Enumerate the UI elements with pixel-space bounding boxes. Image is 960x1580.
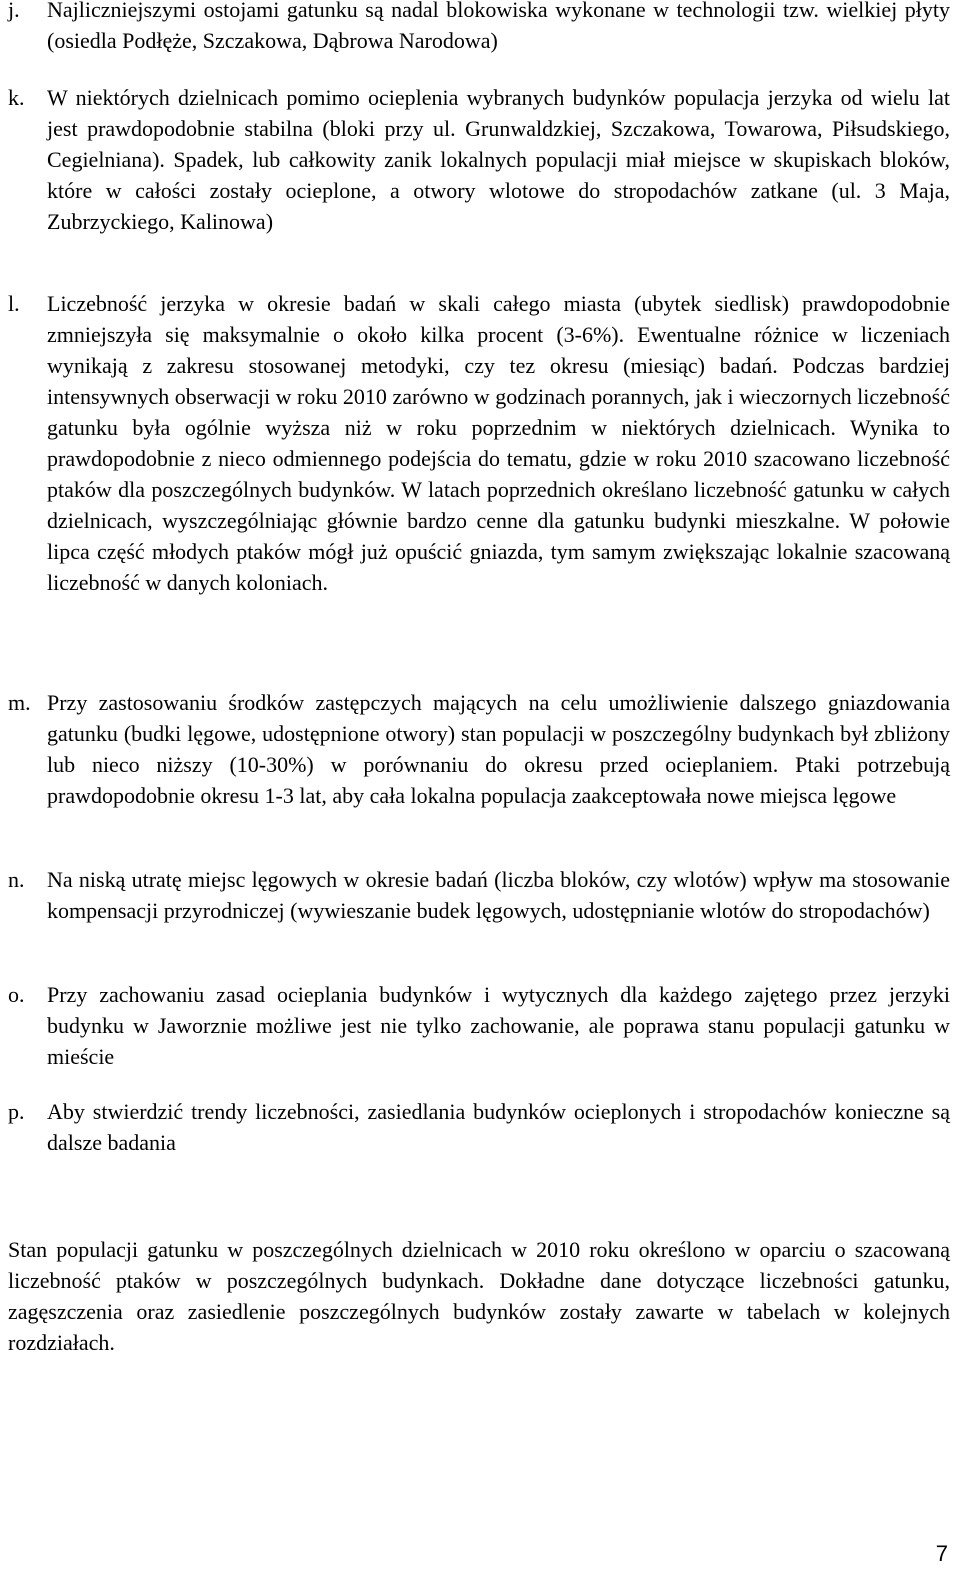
list-item-text: Najliczniejszymi ostojami gatunku są nadal blokowiska wykonane w technologii tzw. wielkiej płyty (osiedla Podłęże, Szczakowa, Dąbrowa Narodowa) bbox=[47, 0, 950, 53]
list-item-text: Przy zastosowaniu środków zastępczych mających na celu umożliwienie dalszego gniazdowania gatunku (budki lęgowe, udostępnione otwory) stan populacji w poszczególny budynkach był zbliżony lub nieco niższy (10-30%) w porównaniu do okresu przed ocieplaniem. Ptaki potrzebują prawdopodobnie okresu 1-3 lat, aby cała lokalna populacja zaakceptowała nowe miejsca lęgowe bbox=[47, 690, 950, 808]
list-item-text: Liczebność jerzyka w okresie badań w skali całego miasta (ubytek siedlisk) prawdopodobnie zmniejszyła się maksymalnie o około kilka procent (3-6%). Ewentualne różnice w liczeniach wynikają z zakresu stosowanej metodyki, czy tez okresu (miesiąc) badań. Podczas bardziej intensywnych obserwacji w roku 2010 zarówno w godzinach porannych, jak i wieczornych liczebność gatunku była ogólnie wyższa niż w roku poprzednim w niektórych dzielnicach. Wynika to prawdopodobnie z nieco odmiennego podejścia do tematu, gdzie w roku 2010 szacowano liczebność ptaków dla poszczególnych budynków. W latach poprzednich określano liczebność gatunku w całych dzielnicach, wyszczególniając głównie bardzo cenne dla gatunku budynki mieszkalne. W połowie lipca część młodych ptaków mógł już opuścić gniazda, tym samym zwiększając lokalnie szacowaną liczebność w danych koloniach. bbox=[47, 291, 950, 595]
page-number: 7 bbox=[935, 1541, 948, 1566]
list-marker: k. bbox=[8, 85, 25, 110]
list-marker: n. bbox=[8, 867, 25, 892]
list-marker: p. bbox=[8, 1099, 25, 1124]
list-marker: j. bbox=[8, 0, 20, 22]
closing-paragraph: Stan populacji gatunku w poszczególnych dzielnicach w 2010 roku określono w oparciu o szacowaną liczebność ptaków w poszczególnych budynkach. Dokładne dane dotyczące liczebności gatunku, zagęszczenia oraz zasiedlenie poszczególnych budynków zostały zawarte w tabelach w kolejnych rozdziałach. bbox=[8, 1237, 950, 1355]
list-item-text: Przy zachowaniu zasad ocieplania budynków i wytycznych dla każdego zajętego przez jerzyki budynku w Jaworznie możliwe jest nie tylko zachowanie, ale poprawa stanu populacji gatunku w mieście bbox=[47, 982, 950, 1069]
list-marker: l. bbox=[8, 291, 20, 316]
list-marker: m. bbox=[8, 690, 31, 715]
list-item-text: Aby stwierdzić trendy liczebności, zasiedlania budynków ocieplonych i stropodachów konieczne są dalsze badania bbox=[47, 1099, 950, 1155]
list-marker: o. bbox=[8, 982, 25, 1007]
list-item-text: W niektórych dzielnicach pomimo ocieplenia wybranych budynków populacja jerzyka od wielu lat jest prawdopodobnie stabilna (bloki przy ul. Grunwaldzkiej, Szczakowa, Towarowa, Piłsudskiego, Cegielniana). Spadek, lub całkowity zanik lokalnych populacji miał miejsce w skupiskach bloków, które w całości zostały ocieplone, a otwory wlotowe do stropodachów zatkane (ul. 3 Maja, Zubrzyckiego, Kalinowa) bbox=[47, 85, 950, 234]
list-item-text: Na niską utratę miejsc lęgowych w okresie badań (liczba bloków, czy wlotów) wpływ ma stosowanie kompensacji przyrodniczej (wywieszanie budek lęgowych, udostępnianie wlotów do stropodachów) bbox=[47, 867, 950, 923]
